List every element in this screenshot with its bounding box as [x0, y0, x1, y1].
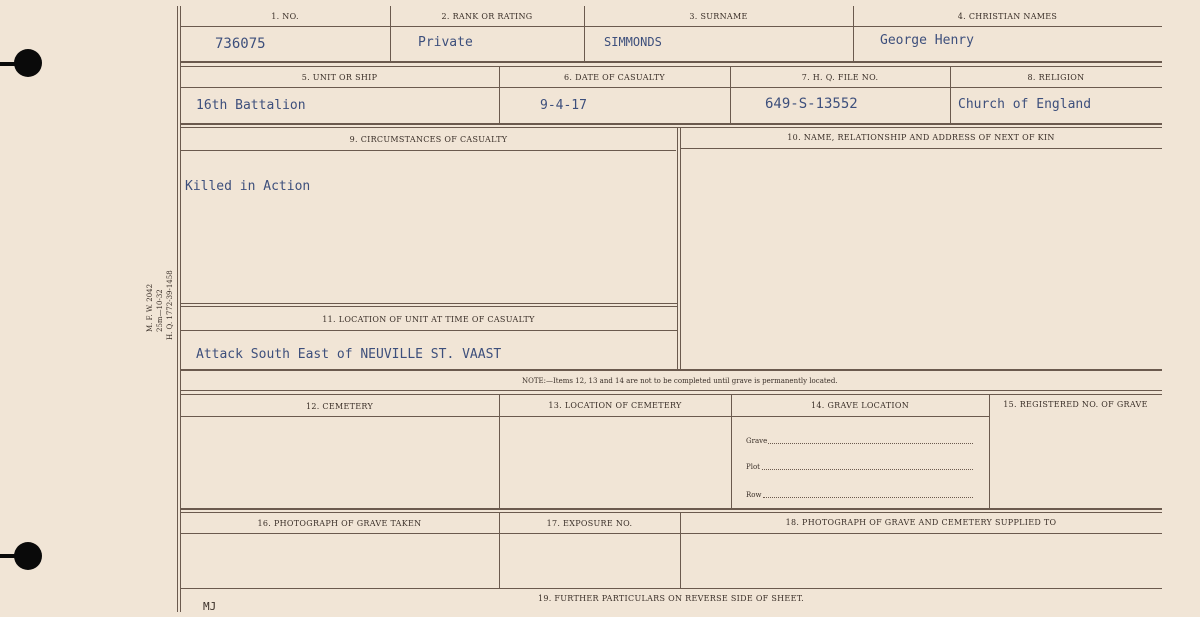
hq-file-value: 649-S-13552: [765, 96, 858, 112]
grave-location-label: 14. GRAVE LOCATION: [810, 401, 909, 410]
grave-field-label: Grave: [746, 437, 768, 445]
registered-no-label: 15. REGISTERED NO. OF GRAVE: [1003, 400, 1148, 409]
row4-divider-2: [731, 394, 732, 508]
no-label: 1. NO.: [271, 12, 299, 21]
left-border: [177, 6, 178, 612]
row2-top-line: [180, 66, 1162, 67]
unit-value: 16th Battalion: [196, 98, 306, 113]
row3-top-line: [180, 127, 1162, 128]
cemetery-label: 12. CEMETERY: [305, 402, 374, 411]
row-dotted-line: [763, 497, 973, 498]
row-field-label: Row: [746, 491, 762, 499]
rank-value: Private: [418, 35, 473, 50]
location-header-line: [180, 330, 677, 331]
row1-bottom-line: [180, 61, 1162, 63]
location-label: 11. LOCATION OF UNIT AT TIME OF CASUALTY: [322, 315, 535, 324]
christian-names-label: 4. CHRISTIAN NAMES: [957, 12, 1058, 21]
circumstances-label: 9. CIRCUMSTANCES OF CASUALTY: [349, 135, 508, 144]
rank-label: 2. RANK OR RATING: [441, 12, 533, 21]
photo-supplied-label: 18. PHOTOGRAPH OF GRAVE AND CEMETERY SUPPLIED TO: [785, 518, 1057, 527]
punch-hole-bottom: [14, 542, 42, 570]
date-label: 6. DATE OF CASUALTY: [564, 73, 665, 82]
surname-value: SIMMONDS: [604, 35, 662, 49]
date-value: 9-4-17: [540, 98, 587, 113]
row3-divider-outer: [677, 127, 678, 369]
hq-file-label: 7. H. Q. FILE NO.: [801, 73, 879, 82]
next-of-kin-label: 10. NAME, RELATIONSHIP AND ADDRESS OF NEXT OF KIN: [787, 133, 1055, 142]
grave-dotted-line: [768, 443, 973, 444]
row4-header-line: [180, 416, 990, 417]
plot-field-label: Plot: [746, 463, 760, 471]
christian-names-value: George Henry: [880, 33, 974, 48]
service-number: 736075: [215, 36, 266, 52]
location-value: Attack South East of NEUVILLE ST. VAAST: [196, 347, 502, 362]
row2-header-line: [180, 87, 1162, 88]
row5-bottom-line: [180, 588, 1162, 589]
unit-label: 5. UNIT OR SHIP: [301, 73, 378, 82]
completion-note: NOTE:—Items 12, 13 and 14 are not to be completed until grave is permanently located.: [522, 377, 838, 385]
form-ref-1: M. F. W. 2042: [146, 283, 154, 332]
circumstances-value: Killed in Action: [185, 179, 311, 194]
photo-taken-label: 16. PHOTOGRAPH OF GRAVE TAKEN: [257, 519, 422, 528]
cemetery-location-label: 13. LOCATION OF CEMETERY: [548, 401, 682, 410]
further-particulars-label: 19. FURTHER PARTICULARS ON REVERSE SIDE OF SHEET.: [537, 594, 805, 603]
row4-divider-1: [499, 394, 500, 508]
row2-bottom-line: [180, 123, 1162, 125]
row4-bottom-line: [180, 508, 1162, 510]
location-top-line-2: [180, 306, 677, 307]
note-bottom-line: [180, 390, 1162, 391]
row3-header-right: [680, 148, 1162, 149]
surname-label: 3. SURNAME: [689, 12, 748, 21]
plot-dotted-line: [762, 469, 973, 470]
row4-top-line: [180, 394, 1162, 395]
row3-divider-inner: [680, 127, 681, 369]
location-top-line: [180, 303, 677, 304]
punch-hole-top: [14, 49, 42, 77]
religion-label: 8. RELIGION: [1027, 73, 1085, 82]
clerk-initials: MJ: [203, 600, 217, 613]
row3-header-left: [180, 150, 676, 151]
form-ref-2: 25m—10-32: [156, 289, 164, 332]
row5-header-line: [180, 533, 1162, 534]
exposure-label: 17. EXPOSURE NO.: [546, 519, 633, 528]
religion-value: Church of England: [958, 97, 1092, 112]
row1-header-line: [180, 26, 1162, 27]
row3-bottom-line: [180, 369, 1162, 371]
row4-divider-3: [989, 394, 990, 508]
row5-top-line: [180, 512, 1162, 513]
form-ref-3: H. Q. 1772-39-1458: [166, 270, 174, 340]
